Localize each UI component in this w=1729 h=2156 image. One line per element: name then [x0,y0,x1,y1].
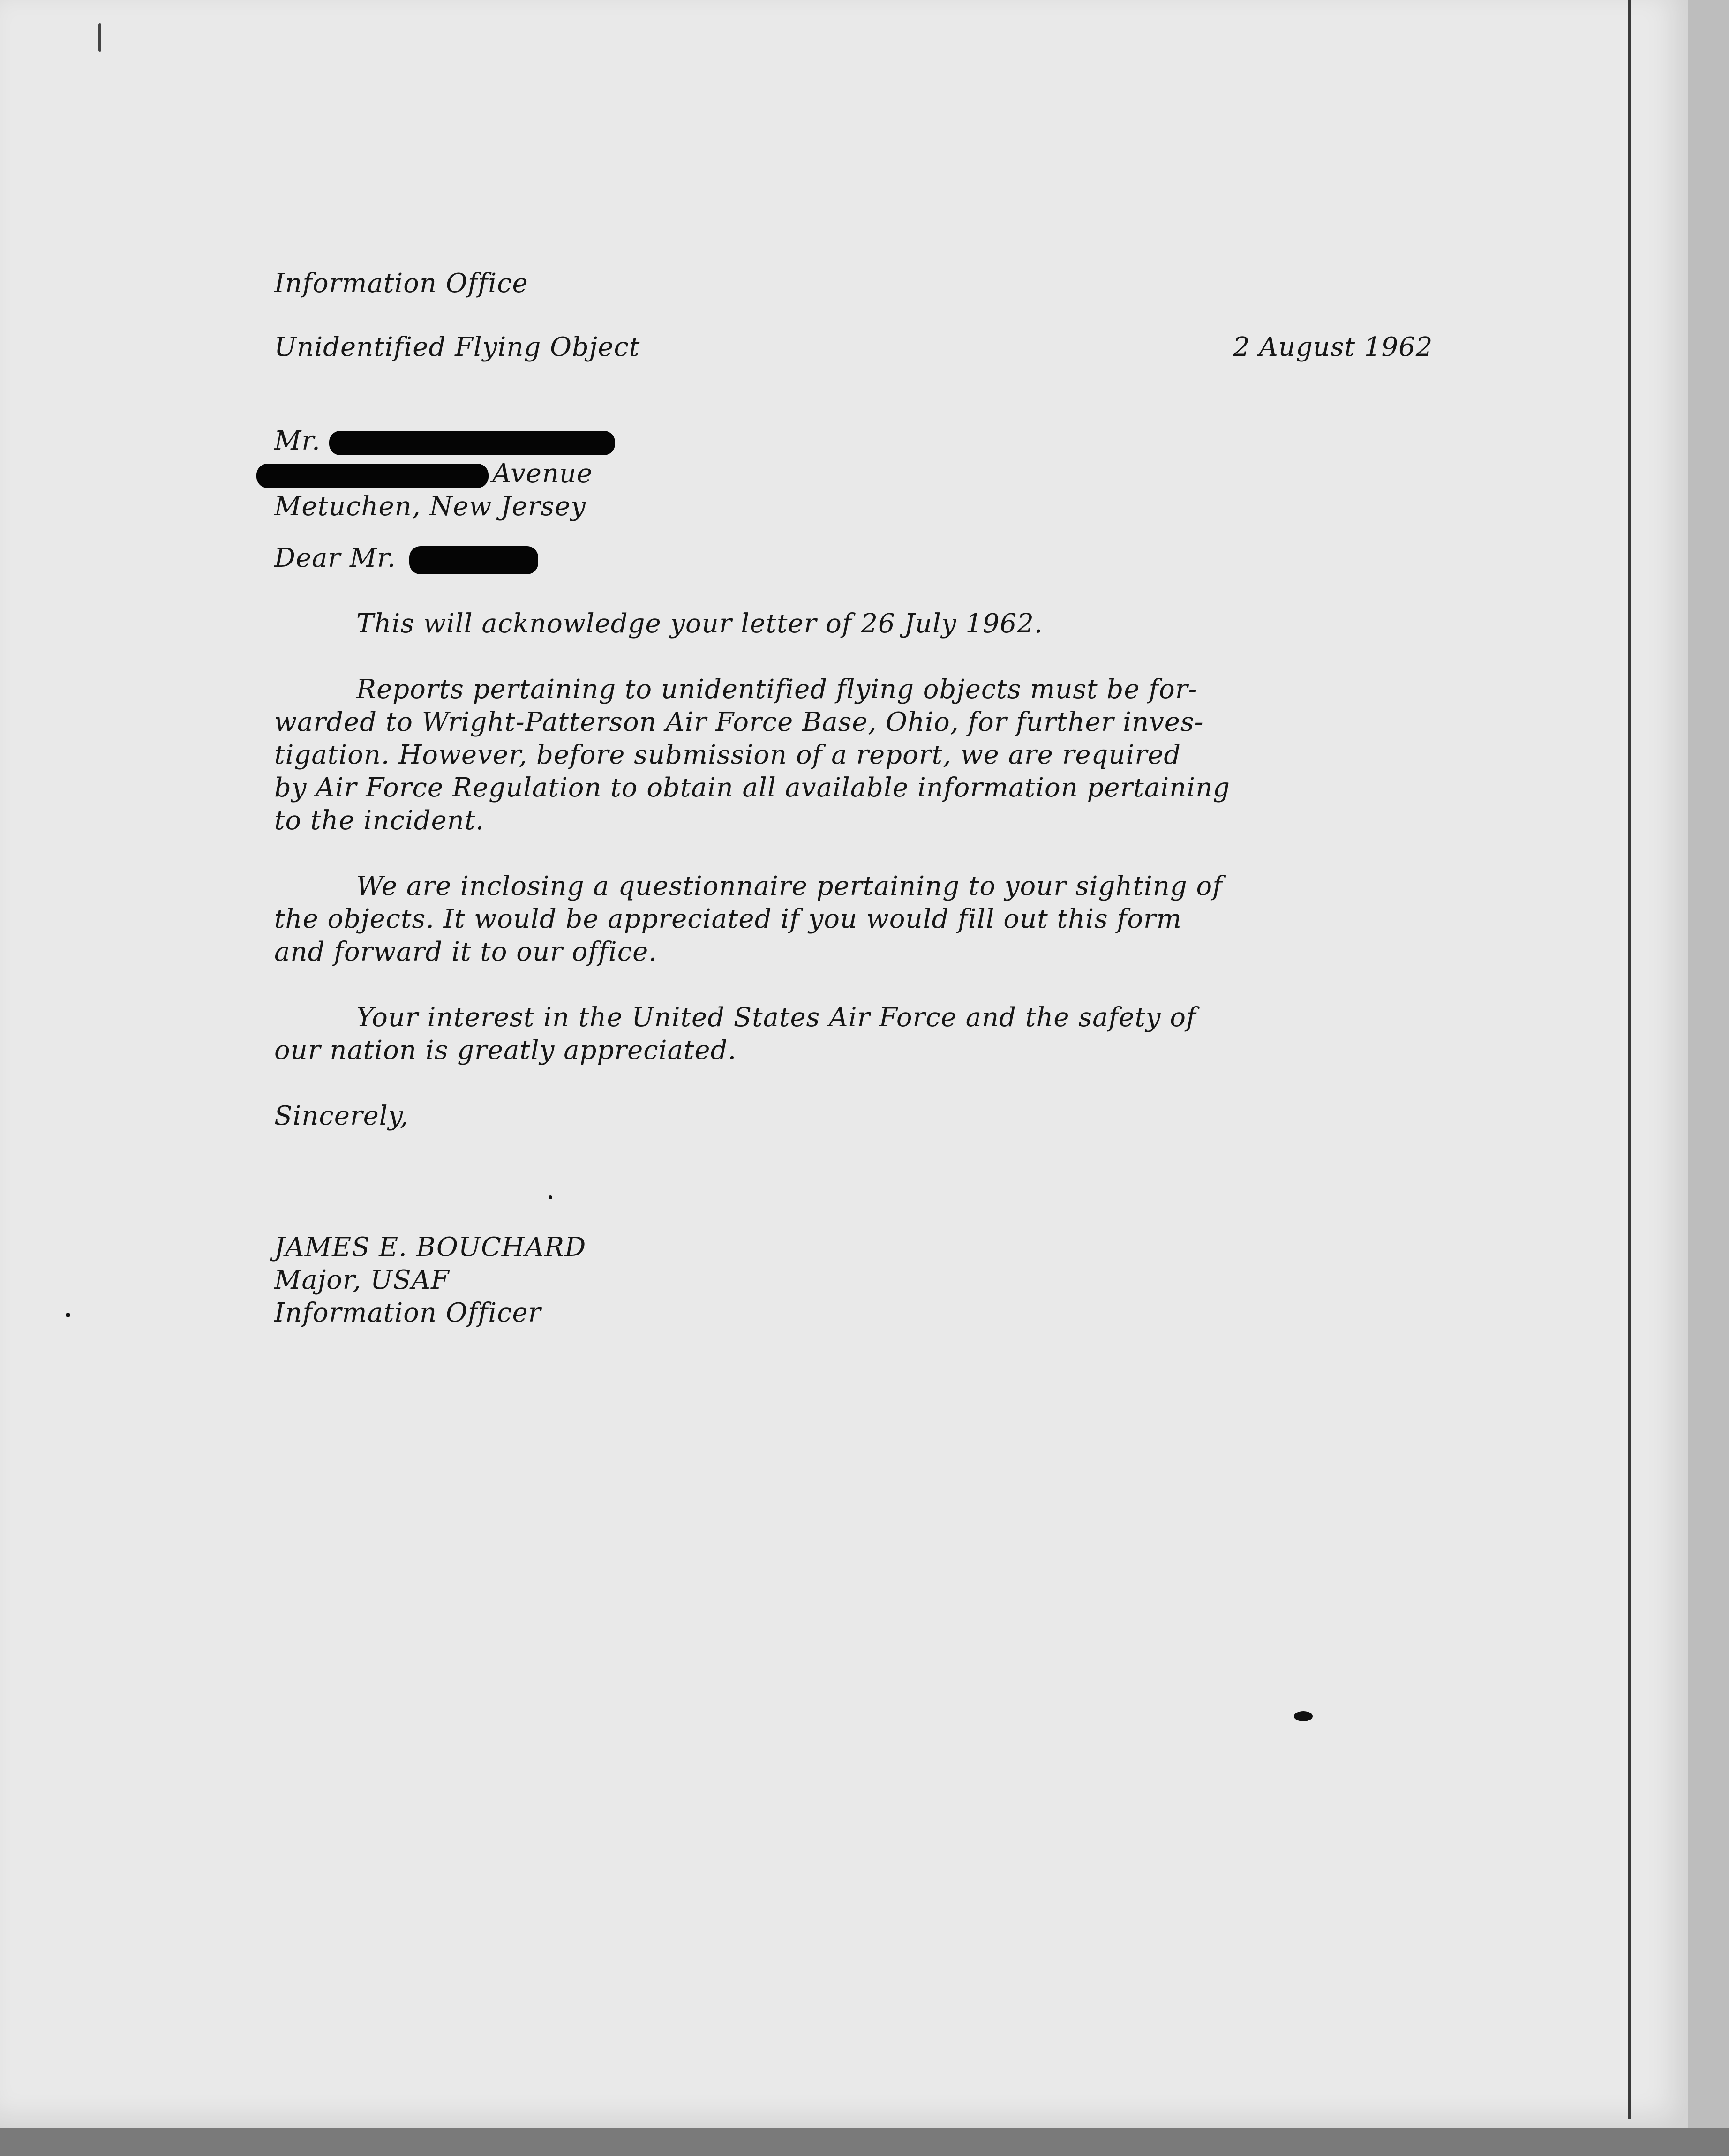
paragraph-line: Your interest in the United States Air Force and the safety of [356,1002,1196,1033]
salutation [274,542,1446,575]
scan-speck [98,23,101,52]
paragraph-line: our nation is greatly appreciated. [274,1035,737,1066]
scan-speck [1294,1711,1313,1721]
redaction-mark [256,464,489,488]
recipient-street-suffix: Avenue [492,458,593,489]
signer-position: Information Officer [274,1298,541,1328]
subject-line: Unidentified Flying Object [274,332,640,362]
paragraph-line: warded to Wright-Patterson Air Force Base, Ohio, for further inves- [274,707,1204,737]
redaction-mark [329,431,615,455]
paragraph-questionnaire [274,870,1446,969]
signer-rank: Major, USAF [274,1265,450,1295]
scan-speck [66,1313,70,1317]
letter-date: 2 August 1962 [1233,332,1433,362]
scan-speck [549,1195,552,1199]
paragraph-line: This will acknowledge your letter of 26 July 1962. [356,608,1043,639]
redaction-mark [409,546,538,574]
paragraph-line: to the incident. [274,805,485,836]
office-line: Information Office [274,268,528,299]
paragraph-acknowledgement [274,608,1446,640]
recipient-street-line [274,458,1446,490]
page-edge-line [1628,0,1631,2119]
paragraph-line: the objects. It would be appreciated if you would fill out this form [274,904,1182,934]
signer-name: JAMES E. BOUCHARD [274,1232,586,1262]
signature-block [274,1231,1446,1330]
paragraph-line: tigation. However, before submission of a report, we are required [274,740,1181,770]
closing-text: Sincerely, [274,1101,409,1131]
scan-margin-bottom [0,2128,1729,2156]
scan-margin-right [1688,0,1729,2156]
paragraph-line: Reports pertaining to unidentified flying objects must be for- [356,674,1198,705]
paragraph-line: and forward it to our office. [274,937,658,967]
recipient-name-line [274,425,1446,458]
paragraph-line: We are inclosing a questionnaire pertaining to your sighting of [356,871,1223,901]
paragraph-line: by Air Force Regulation to obtain all available information pertaining [274,773,1230,803]
subject-date-row [274,331,1446,364]
recipient-city-line: Metuchen, New Jersey [274,491,586,522]
salutation-text: Dear Mr. [274,543,396,573]
salutation-line [274,542,1446,575]
letter-body [274,267,1446,1330]
paragraph-reports [274,673,1446,837]
paragraph-interest [274,1001,1446,1067]
recipient-title: Mr. [274,426,321,456]
recipient-address [274,425,1446,523]
closing [274,1100,1446,1133]
